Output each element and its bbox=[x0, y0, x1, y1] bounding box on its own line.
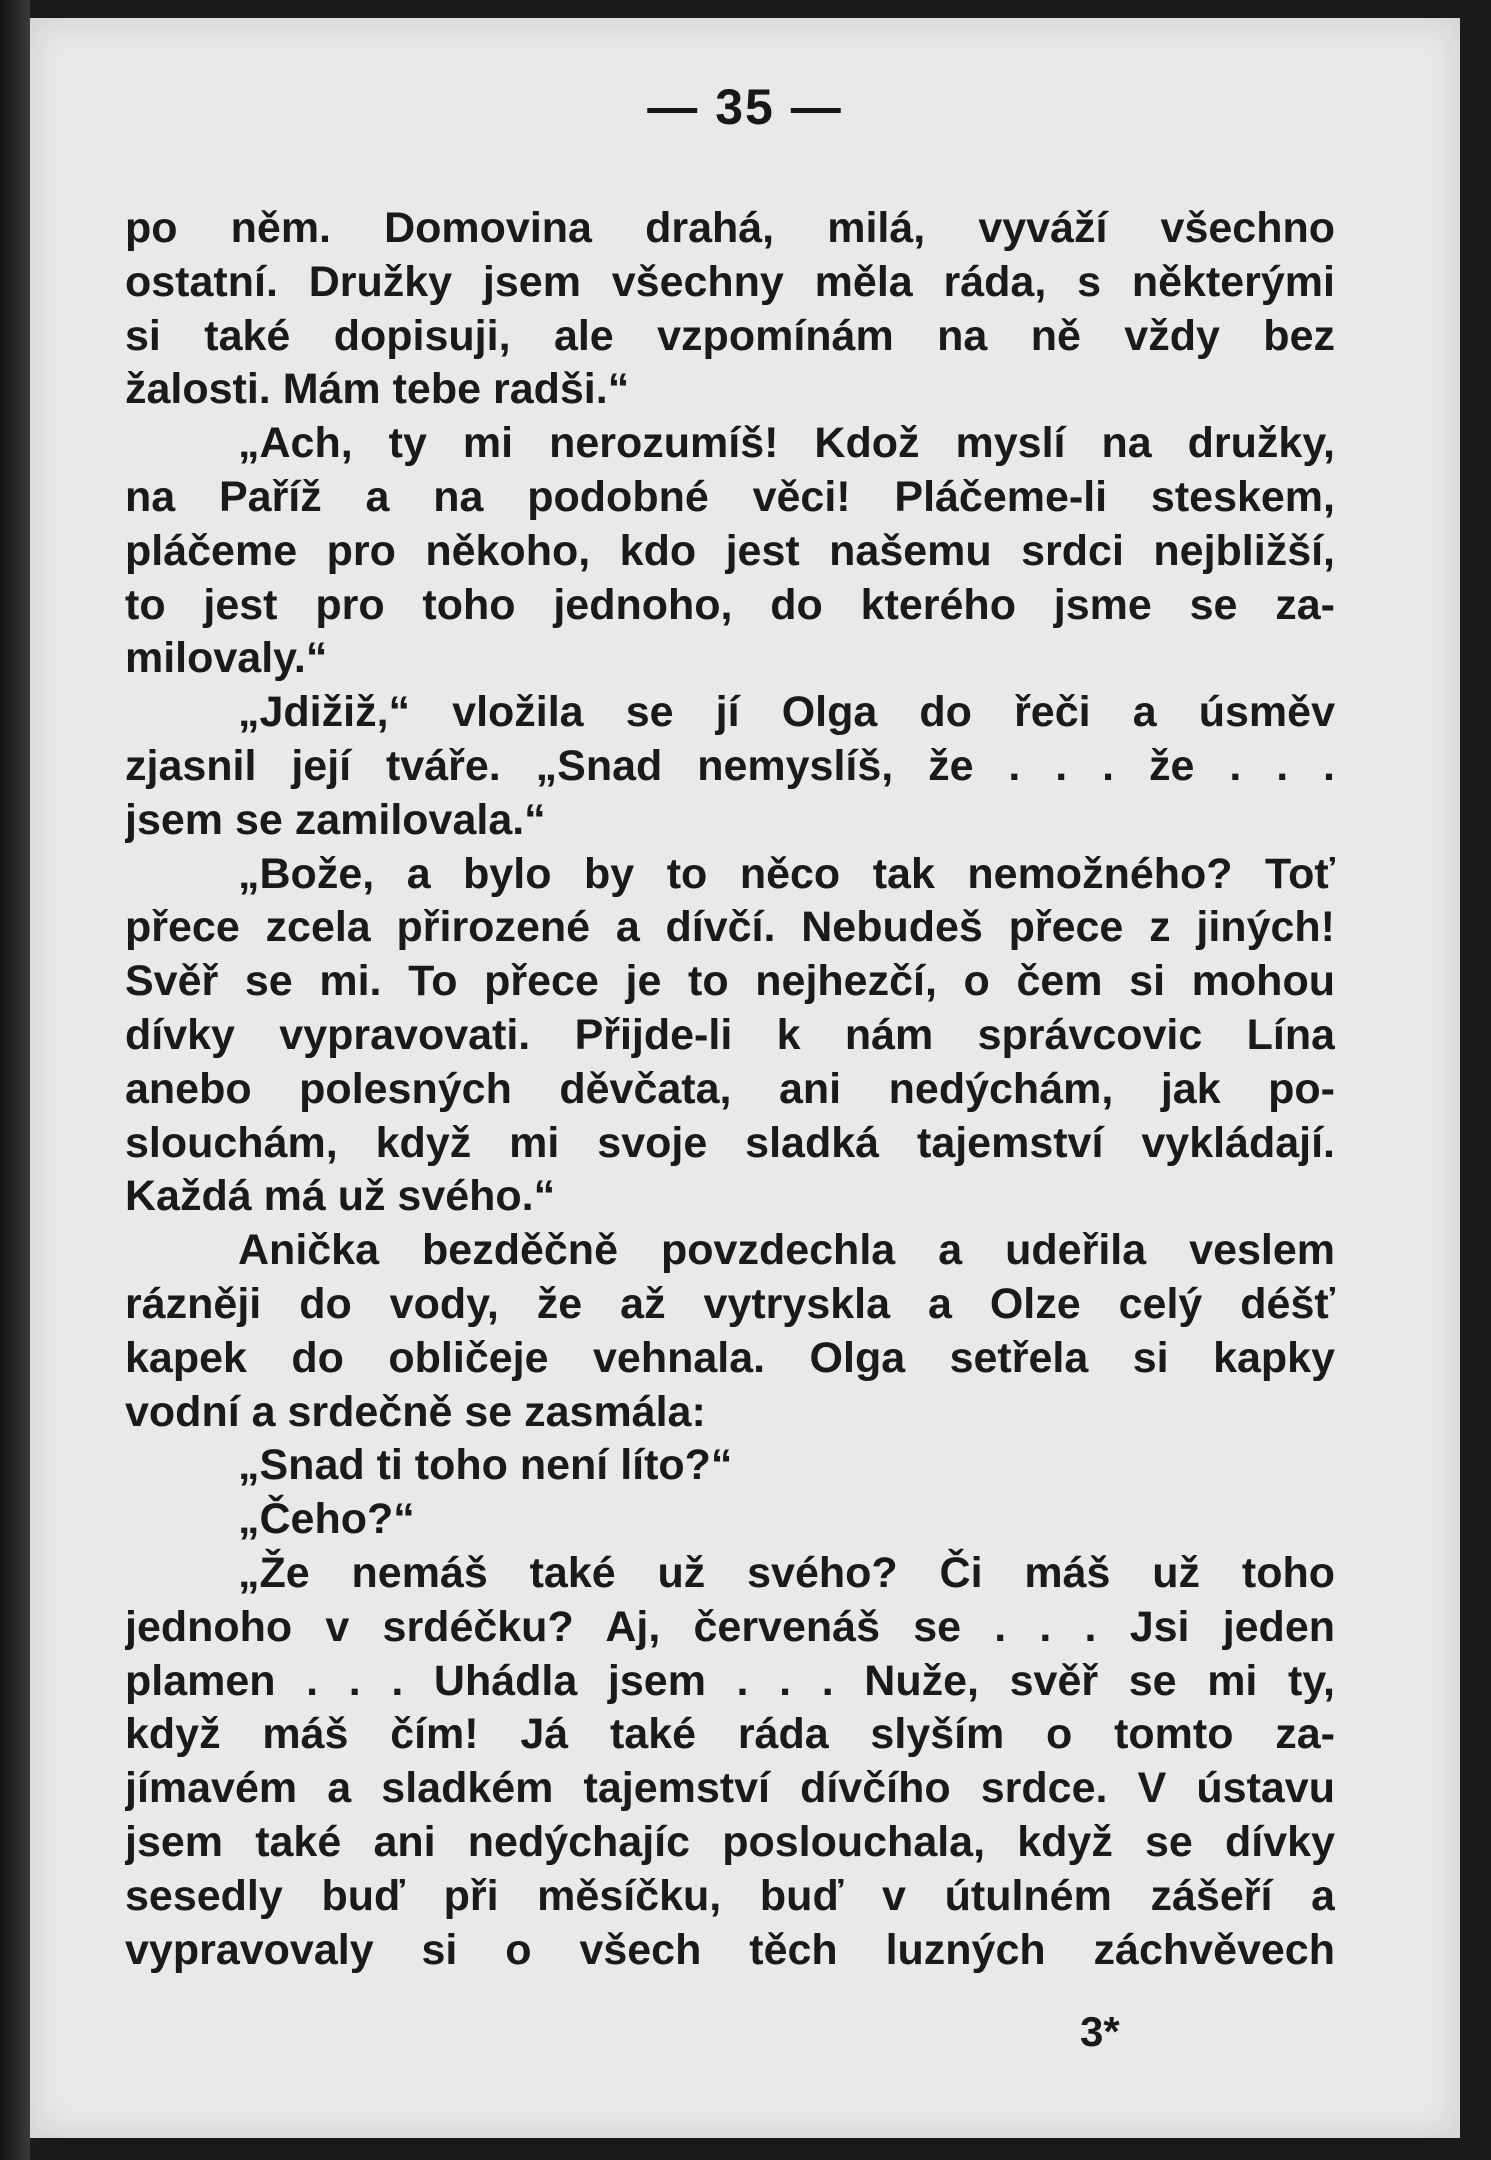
text-line: to jest pro toho jednoho, do kterého jsme se za- bbox=[125, 580, 1335, 629]
text-line: sesedly buď při měsíčku, buď v útulném zášeří a bbox=[125, 1871, 1335, 1920]
text-line: dívky vypravovati. Přijde-li k nám správcovic Lína bbox=[125, 1010, 1335, 1059]
text-line: Svěř se mi. To přece je to nejhezčí, o čem si mohou bbox=[125, 957, 1335, 1006]
text-line: rázněji do vody, že až vytryskla a Olze celý déšť bbox=[125, 1279, 1335, 1328]
text-line: vypravovaly si o všech těch luzných záchvěvech bbox=[125, 1925, 1335, 1974]
text-line: pláčeme pro někoho, kdo jest našemu srdci nejbližší, bbox=[125, 526, 1335, 575]
book-page bbox=[30, 18, 1460, 2138]
text-line: slouchám, když mi svoje sladká tajemství vykládají. bbox=[125, 1118, 1335, 1167]
text-line: si také dopisuji, ale vzpomínám na ně vždy bez bbox=[125, 311, 1335, 360]
text-line: ostatní. Družky jsem všechny měla ráda, s některými bbox=[125, 257, 1335, 306]
signature-mark: 3* bbox=[1080, 2008, 1120, 2055]
text-line: „Že nemáš také už svého? Či máš už toho bbox=[238, 1548, 1335, 1597]
body-text bbox=[125, 202, 1335, 1977]
text-line: Anička bezděčně povzdechla a udeřila veslem bbox=[238, 1226, 1335, 1275]
text-line: milovaly.“ bbox=[125, 634, 328, 683]
text-line: vodní a srdečně se zasmála: bbox=[125, 1387, 706, 1436]
page-number-header: — 35 — bbox=[647, 79, 843, 135]
text-line: „Bože, a bylo by to něco tak nemožného? Toť bbox=[238, 849, 1335, 898]
text-line: Každá má už svého.“ bbox=[125, 1172, 556, 1221]
text-line: jímavém a sladkém tajemství dívčího srdce. V ústavu bbox=[125, 1764, 1335, 1813]
text-line: žalosti. Mám tebe radši.“ bbox=[125, 365, 630, 414]
text-line: na Paříž a na podobné věci! Pláčeme-li steskem, bbox=[125, 472, 1335, 521]
text-line: jsem se zamilovala.“ bbox=[125, 795, 546, 844]
text-line: kapek do obličeje vehnala. Olga setřela si kapky bbox=[125, 1333, 1335, 1382]
text-line: anebo polesných děvčata, ani nedýchám, jak po- bbox=[125, 1064, 1335, 1113]
text-line: zjasnil její tváře. „Snad nemyslíš, že . . . že . . . bbox=[125, 741, 1335, 790]
text-line: „Ach, ty mi nerozumíš! Kdož myslí na družky, bbox=[238, 419, 1335, 468]
text-line: když máš čím! Já také ráda slyším o tomto za- bbox=[125, 1710, 1335, 1759]
book-spine-shadow bbox=[0, 0, 30, 2160]
text-line: „Čeho?“ bbox=[238, 1495, 415, 1544]
text-line: přece zcela přirozené a dívčí. Nebudeš přece z jiných! bbox=[125, 903, 1335, 952]
text-line: jsem také ani nedýchajíc poslouchala, když se dívky bbox=[125, 1817, 1335, 1866]
text-line: „Jdižiž,“ vložila se jí Olga do řeči a úsměv bbox=[238, 688, 1335, 737]
text-line: po něm. Domovina drahá, milá, vyváží všechno bbox=[125, 204, 1335, 252]
text-line: plamen . . . Uhádla jsem . . . Nuže, svěř se mi ty, bbox=[125, 1656, 1335, 1705]
text-line: „Snad ti toho není líto?“ bbox=[238, 1441, 733, 1490]
text-line: jednoho v srdéčku? Aj, červenáš se . . . Jsi jeden bbox=[125, 1602, 1335, 1651]
